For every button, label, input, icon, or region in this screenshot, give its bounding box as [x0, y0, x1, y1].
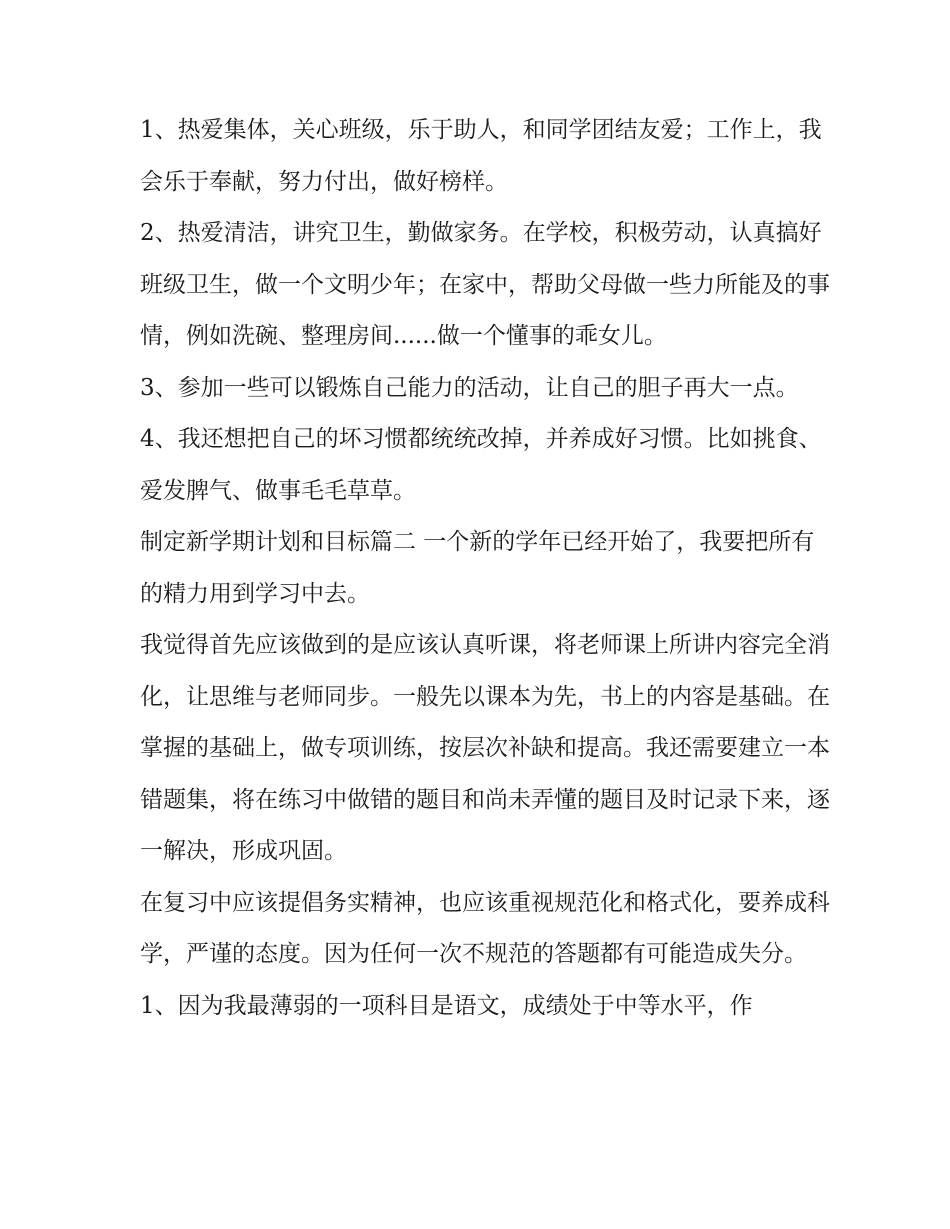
paragraph-2: 2、热爱清洁，讲究卫生，勤做家务。在学校，积极劳动，认真搞好班级卫生，做一个文明少年；在家中，帮助父母做一些力所能及的事情，例如洗碗、整理房间......做一个懂事的乖女儿。 — [140, 220, 830, 349]
paragraph-1: 1、热爱集体，关心班级，乐于助人，和同学团结友爱；工作上，我会乐于奉献，努力付出，做好榜样。 — [140, 117, 822, 195]
paragraph-6: 在复习中应该提倡务实精神，也应该重视规范化和格式化，要养成科学，严谨的态度。因为任何一次不规范的答题都有可能造成失分。 — [140, 889, 830, 967]
paragraph-5: 我觉得首先应该做到的是应该认真听课，将老师课上所讲内容完全消化，让思维与老师同步。一般先以课本为先，书上的内容是基础。在掌握的基础上，做专项训练，按层次补缺和提高。我还需要建立一本错题集，将在练习中做错的题目和尚未弄懂的题目及时记录下来，逐一解决，形成巩固。 — [140, 632, 830, 864]
document-body — [140, 105, 830, 1032]
paragraph-7: 1、因为我最薄弱的一项科目是语文，成绩处于中等水平，作 — [140, 992, 753, 1019]
paragraph-4: 制定新学期计划和目标篇二 一个新的学年已经开始了，我要把所有的精力用到学习中去。 — [140, 529, 815, 607]
paragraph-3: 3、参加一些可以锻炼自己能力的活动，让自己的胆子再大一点。 4、我还想把自己的坏习惯都统统改掉，并养成好习惯。比如挑食、爱发脾气、做事毛毛草草。 — [140, 374, 822, 504]
